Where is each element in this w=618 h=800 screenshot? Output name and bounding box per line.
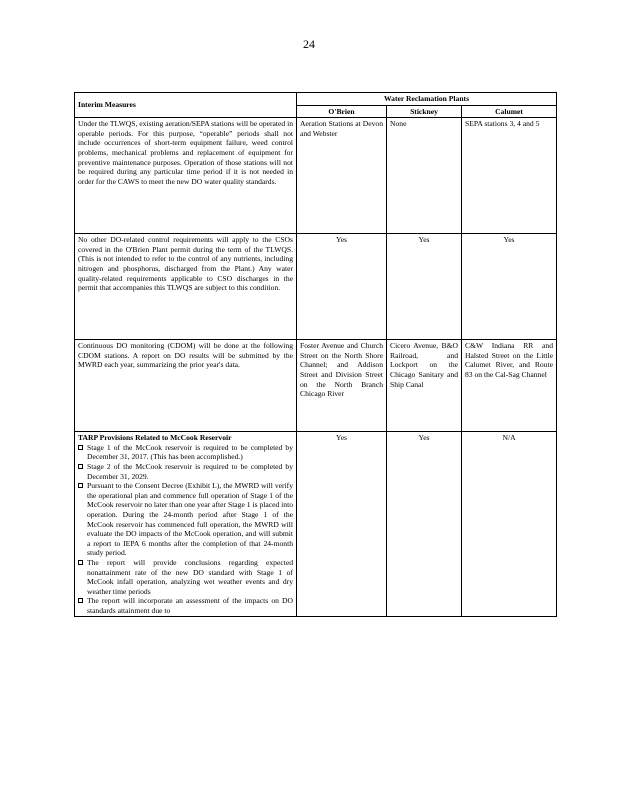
obrien-cell: Yes: [297, 234, 387, 340]
interim-measures-header: Interim Measures: [75, 93, 297, 118]
calumet-cell: SEPA stations 3, 4 and 5: [462, 118, 557, 234]
stickney-cell: Yes: [387, 432, 462, 617]
stickney-cell: Cicero Avenue, B&O Railroad, and Lockport on the Chicago Sanitary and Ship Canal: [387, 340, 462, 432]
stickney-cell: Yes: [387, 234, 462, 340]
list-item: The report will provide conclusions regarding expected nonattainment rate of the new DO standard with Stage 1 of McCook infall operation, analyzing wet weather events and dry weather time periods: [78, 558, 293, 596]
bullet-box-icon: [78, 560, 83, 565]
obrien-cell: Yes: [297, 432, 387, 617]
table-row: [75, 340, 557, 432]
plant-header-stickney: Stickney: [387, 105, 462, 118]
table-header-row: [75, 93, 557, 106]
list-item: Stage 2 of the McCook reservoir is required to be completed by December 31, 2029.: [78, 462, 293, 481]
bullet-box-icon: [78, 483, 83, 488]
bullet-box-icon: [78, 598, 83, 603]
tarp-bullet-list: [78, 443, 293, 616]
list-item: Stage 1 of the McCook reservoir is required to be completed by December 31, 2017. (This has been accomplished.): [78, 443, 293, 462]
interim-measures-table: [74, 92, 557, 617]
list-item: The report will incorporate an assessment of the impacts on DO standards attainment due to: [78, 596, 293, 615]
table-row: [75, 234, 557, 340]
bullet-box-icon: [78, 445, 83, 450]
measure-cell: [75, 432, 297, 617]
obrien-cell: Aeration Stations at Devon and Webster: [297, 118, 387, 234]
obrien-cell: Foster Avenue and Church Street on the North Shore Channel; and Addison Street and Division Street on the North Branch Chicago River: [297, 340, 387, 432]
plant-header-obrien: O'Brien: [297, 105, 387, 118]
table-row: [75, 432, 557, 617]
measure-cell: No other DO-related control requirements will apply to the CSOs covered in the O'Brien Plant permit during the term of the TLWQS. (This is not intended to refer to the control of any nutrients, including nitrogen and phosphorus, discharged from the Plant.) Any water quality-related requirements applicable to CSO discharges in the permit that accompanies this TLWQS are subject to this condition.: [75, 234, 297, 340]
table-row: [75, 118, 557, 234]
calumet-cell: N/A: [462, 432, 557, 617]
measure-cell: Under the TLWQS, existing aeration/SEPA stations will be operated in operable periods. For this purpose, “operable” periods shall not include occurrences of short-term equipment failure, weed control problems, mechanical problems and replacement of equipment for preventive maintenance purposes. Operation of those stations will not be required during any particular time period if it is not needed in order for the CAWS to meet the new DO water quality standards.: [75, 118, 297, 234]
calumet-cell: Yes: [462, 234, 557, 340]
water-reclamation-plants-header: Water Reclamation Plants: [297, 93, 557, 106]
measure-cell: Continuous DO monitoring (CDOM) will be done at the following CDOM stations. A report on DO results will be submitted by the MWRD each year, summarizing the prior year's data.: [75, 340, 297, 432]
calumet-cell: C&W Indiana RR and Halsted Street on the Little Calumet River, and Route 83 on the Cal-Sag Channel: [462, 340, 557, 432]
page-number: 24: [303, 37, 315, 51]
plant-header-calumet: Calumet: [462, 105, 557, 118]
stickney-cell: None: [387, 118, 462, 234]
bullet-box-icon: [78, 464, 83, 469]
tarp-provisions-title: TARP Provisions Related to McCook Reservoir: [78, 433, 232, 443]
list-item: Pursuant to the Consent Decree (Exhibit L), the MWRD will verify the operational plan and commence full operation of Stage 1 of the McCook reservoir no later than one year after Stage 1 is placed into operation. During the 24-month period after Stage 1 of the McCook reservoir has commenced full operation, the MWRD will evaluate the DO impacts of the McCook operation, and will submit a report to IEPA 6 months after the completion of that 24-month study period.: [78, 481, 293, 558]
